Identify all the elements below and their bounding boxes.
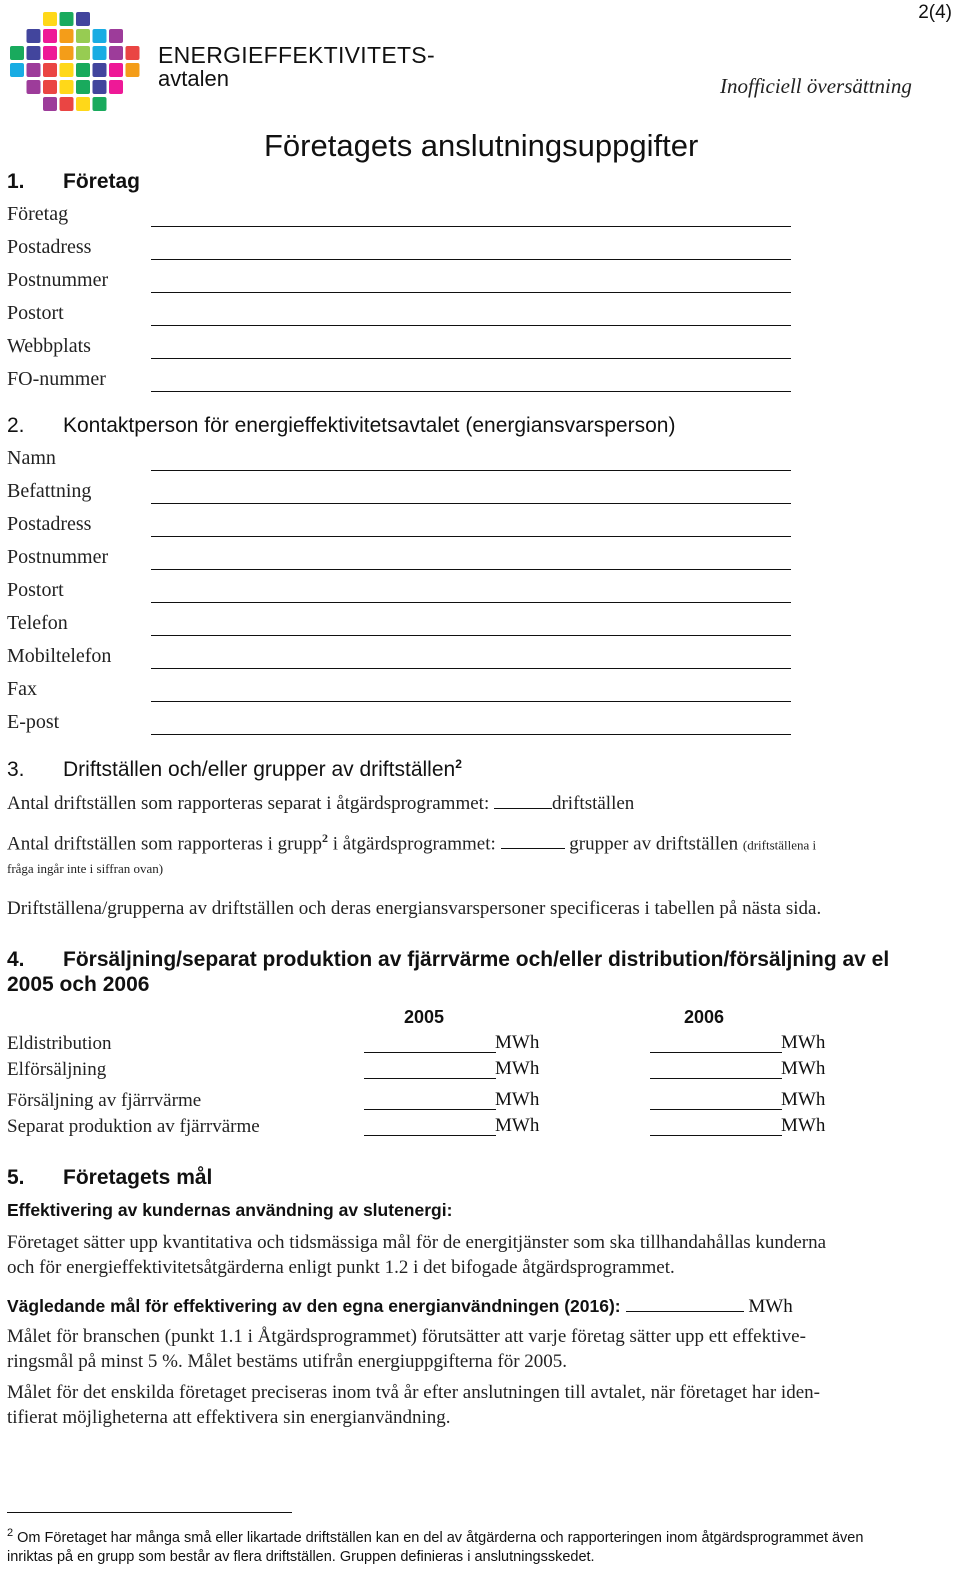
separate-sites-line bbox=[7, 790, 634, 816]
contact-field-label: Fax bbox=[7, 678, 37, 700]
grouped-sites-note-cont: fråga ingår inte i siffran ovan) bbox=[7, 861, 164, 876]
grouped-sites-blank[interactable] bbox=[501, 830, 565, 849]
section-2-heading bbox=[7, 414, 675, 438]
contact-field-label: Telefon bbox=[7, 612, 68, 634]
logo-tile bbox=[126, 63, 140, 77]
column-2006-header: 2006 bbox=[684, 1007, 725, 1027]
logo-tile bbox=[60, 97, 74, 111]
grouped-sites-label: Antal driftställen som rapporteras i grupp bbox=[7, 833, 323, 855]
logo-tile bbox=[60, 63, 74, 77]
energy-agreement-logo-icon bbox=[6, 8, 146, 118]
own-efficiency-target-unit: MWh bbox=[748, 1296, 793, 1317]
section-5-title: Företagets mål bbox=[63, 1166, 213, 1189]
contact-field-label: Postadress bbox=[7, 513, 92, 535]
unit-label: MWh bbox=[781, 1089, 826, 1110]
logo-tile bbox=[76, 80, 90, 94]
logo-tile bbox=[27, 46, 41, 60]
section-1-title: Företag bbox=[63, 170, 141, 193]
logo-tile bbox=[60, 29, 74, 43]
contact-field-input-line[interactable] bbox=[151, 470, 791, 471]
grouped-sites-line bbox=[7, 826, 816, 857]
table-row-label: Elförsäljning bbox=[7, 1059, 107, 1080]
section-4-title: Försäljning/separat produktion av fjärrvärme och/eller distribution/försäljning av el bbox=[63, 948, 890, 971]
industry-target-text-line1: Målet för branschen (punkt 1.1 i Åtgärdsprogrammet) förutsätter att varje företag sätter upp ett effektive- bbox=[7, 1326, 806, 1347]
contact-field-input-line[interactable] bbox=[151, 635, 791, 636]
section-3-footnote-ref: 2 bbox=[455, 757, 462, 771]
logo-tile bbox=[76, 97, 90, 111]
company-target-text-line1: Målet för det enskilda företaget preciseras inom två år efter anslutningen till avtalet, när företaget har iden- bbox=[7, 1382, 820, 1403]
value-2006-input-line[interactable] bbox=[650, 1052, 782, 1053]
company-field-label: Postnummer bbox=[7, 269, 109, 291]
contact-field-input-line[interactable] bbox=[151, 734, 791, 735]
company-field-input-line[interactable] bbox=[151, 259, 791, 260]
logo-tile bbox=[60, 12, 74, 26]
section-4-number: 4. bbox=[7, 948, 25, 971]
logo-tile bbox=[27, 63, 41, 77]
logo-tile bbox=[43, 29, 57, 43]
contact-field-input-line[interactable] bbox=[151, 536, 791, 537]
table-row-label: Försäljning av fjärrvärme bbox=[7, 1090, 202, 1111]
company-field-label: Postort bbox=[7, 302, 64, 324]
contact-field-label: Befattning bbox=[7, 480, 92, 502]
customer-efficiency-subheading: Effektivering av kundernas användning av slutenergi: bbox=[7, 1200, 453, 1220]
contact-field-label: E-post bbox=[7, 711, 60, 733]
value-2006-input-line[interactable] bbox=[650, 1109, 782, 1110]
value-2005-input-line[interactable] bbox=[364, 1078, 496, 1079]
logo-tile bbox=[43, 46, 57, 60]
company-field-input-line[interactable] bbox=[151, 391, 791, 392]
section-2-number: 2. bbox=[7, 414, 25, 437]
section-5-number: 5. bbox=[7, 1166, 25, 1189]
company-field-input-line[interactable] bbox=[151, 325, 791, 326]
logo-tile bbox=[126, 46, 140, 60]
contact-field-input-line[interactable] bbox=[151, 701, 791, 702]
logo-tile bbox=[10, 46, 24, 60]
logo-tile bbox=[109, 80, 123, 94]
contact-field-label: Namn bbox=[7, 447, 56, 469]
logo-tile bbox=[93, 29, 107, 43]
logo-tile bbox=[93, 63, 107, 77]
footnote bbox=[7, 1524, 955, 1567]
industry-target-text-line2: ringsmål på minst 5 %. Målet bestäms utifrån energiuppgifterna för 2005. bbox=[7, 1351, 568, 1372]
company-field-label: Företag bbox=[7, 203, 69, 225]
contact-field-label: Postnummer bbox=[7, 546, 109, 568]
document-title: Företagets anslutningsuppgifter bbox=[264, 128, 699, 163]
logo-tile bbox=[60, 46, 74, 60]
logo-tile bbox=[76, 46, 90, 60]
logo-text-line1: ENERGIEFFEKTIVITETS- bbox=[158, 42, 435, 68]
contact-field-input-line[interactable] bbox=[151, 668, 791, 669]
logo-tile bbox=[109, 46, 123, 60]
value-2005-input-line[interactable] bbox=[364, 1052, 496, 1053]
section-2-title: Kontaktperson för energieffektivitetsavtalet (energiansvarsperson) bbox=[63, 414, 676, 437]
separate-sites-label: Antal driftställen som rapporteras separat i åtgärdsprogrammet: bbox=[7, 793, 490, 814]
unit-label: MWh bbox=[495, 1058, 540, 1079]
customer-efficiency-text-line1: Företaget sätter upp kvantitativa och tidsmässiga mål för de energitjänster som ska tillhandahållas kunderna bbox=[7, 1232, 827, 1253]
logo-tile bbox=[27, 80, 41, 94]
value-2006-input-line[interactable] bbox=[650, 1078, 782, 1079]
footnote-divider bbox=[7, 1512, 292, 1513]
section-3-number: 3. bbox=[7, 758, 25, 781]
section-1-number: 1. bbox=[7, 170, 25, 193]
logo-tile bbox=[76, 12, 90, 26]
page-number: 2(4) bbox=[918, 2, 952, 23]
section-5-heading bbox=[7, 1166, 212, 1190]
sites-specification-note: Driftställena/grupperna av driftställen och deras energiansvarspersoner specificeras i tabellen på nästa sida. bbox=[7, 898, 822, 919]
logo-tile bbox=[43, 63, 57, 77]
company-field-input-line[interactable] bbox=[151, 358, 791, 359]
logo-text-line2: avtalen bbox=[158, 66, 229, 91]
footnote-mark: 2 bbox=[7, 1527, 14, 1539]
grouped-sites-footnote-ref: 2 bbox=[322, 831, 329, 845]
value-2005-input-line[interactable] bbox=[364, 1109, 496, 1110]
logo-tile bbox=[27, 29, 41, 43]
unit-label: MWh bbox=[495, 1032, 540, 1053]
company-field-input-line[interactable] bbox=[151, 226, 791, 227]
value-2006-input-line[interactable] bbox=[650, 1135, 782, 1136]
logo-tile bbox=[76, 63, 90, 77]
unofficial-translation-note: Inofficiell översättning bbox=[720, 74, 912, 98]
value-2005-input-line[interactable] bbox=[364, 1135, 496, 1136]
unit-label: MWh bbox=[781, 1058, 826, 1079]
unit-label: MWh bbox=[495, 1089, 540, 1110]
unit-label: MWh bbox=[781, 1032, 826, 1053]
company-field-label: FO-nummer bbox=[7, 368, 106, 390]
grouped-sites-note: (driftställena i bbox=[742, 837, 817, 853]
logo-tile bbox=[43, 80, 57, 94]
logo-tile bbox=[43, 12, 57, 26]
column-2005-header: 2005 bbox=[404, 1007, 445, 1027]
logo-tile bbox=[93, 80, 107, 94]
logo-tile bbox=[10, 63, 24, 77]
table-row-label: Eldistribution bbox=[7, 1033, 112, 1054]
company-field-label: Postadress bbox=[7, 236, 92, 258]
logo-tile bbox=[60, 80, 74, 94]
contact-field-input-line[interactable] bbox=[151, 503, 791, 504]
separate-sites-blank[interactable] bbox=[494, 790, 552, 809]
logo-tile bbox=[109, 63, 123, 77]
company-field-label: Webbplats bbox=[7, 335, 91, 357]
unit-label: MWh bbox=[495, 1115, 540, 1136]
logo-tile bbox=[93, 46, 107, 60]
company-field-input-line[interactable] bbox=[151, 292, 791, 293]
separate-sites-unit: driftställen bbox=[551, 793, 635, 814]
logo-tile bbox=[109, 29, 123, 43]
grouped-sites-unit: grupper av driftställen bbox=[569, 833, 739, 855]
grouped-sites-label-cont: i åtgärdsprogrammet: bbox=[332, 833, 496, 855]
contact-field-input-line[interactable] bbox=[151, 569, 791, 570]
own-efficiency-target-label: Vägledande mål för effektivering av den egna energianvändningen (2016): bbox=[7, 1296, 621, 1316]
section-4-heading bbox=[7, 948, 947, 972]
section-1-heading bbox=[7, 170, 140, 194]
own-efficiency-target-blank[interactable] bbox=[626, 1295, 744, 1312]
section-4-title-cont: 2005 och 2006 bbox=[7, 973, 150, 996]
customer-efficiency-text-line2: och för energieffektivitetsåtgärderna enligt punkt 1.2 i det bifogade åtgärdsprogrammet. bbox=[7, 1257, 675, 1278]
footnote-line1: Om Företaget har många små eller likartade driftställen kan en del av åtgärderna och rapporteringen inom åtgärdsprogrammet även bbox=[17, 1529, 864, 1546]
unit-label: MWh bbox=[781, 1115, 826, 1136]
company-target-text-line2: tifierat möjligheterna att effektivera sin energianvändning. bbox=[7, 1407, 451, 1428]
footnote-line2: inriktas på en grupp som består av flera driftställen. Gruppen definieras i anslutningsskedet. bbox=[7, 1548, 595, 1565]
section-3-heading bbox=[7, 757, 462, 782]
contact-field-input-line[interactable] bbox=[151, 602, 791, 603]
logo-tile bbox=[76, 29, 90, 43]
logo-tile bbox=[43, 97, 57, 111]
own-efficiency-target-line bbox=[7, 1295, 793, 1318]
contact-field-label: Postort bbox=[7, 579, 64, 601]
logo-tile bbox=[93, 97, 107, 111]
table-row-label: Separat produktion av fjärrvärme bbox=[7, 1116, 260, 1137]
contact-field-label: Mobiltelefon bbox=[7, 645, 112, 667]
section-3-title: Driftställen och/eller grupper av driftställen bbox=[63, 758, 456, 781]
